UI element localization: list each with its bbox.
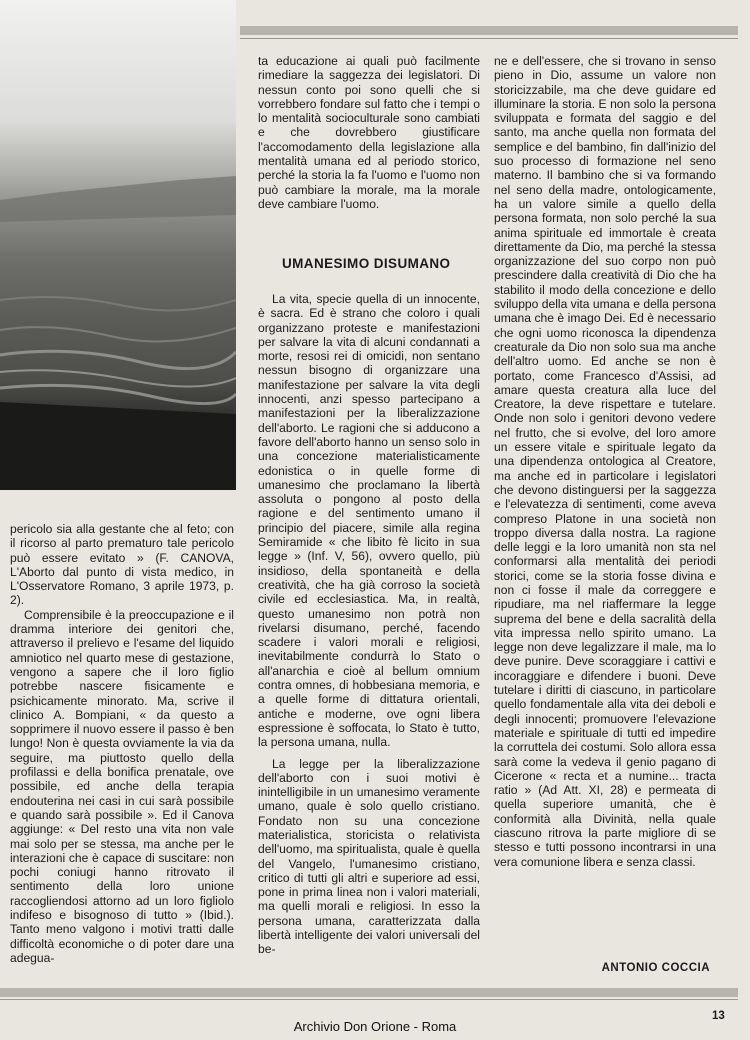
column-2-paragraph: La legge per la liberalizzazione dell'aborto con i suoi motivi è inintelligibile in un umanesimo veramente umano, quale è solo quello cristiano. Fondato non su una concezione materialistica, storicista o relativista dell'uomo, ma spiritualista, quale è quella del Vangelo, l'umanesimo cristiano, critico di tutti gli altri e superiore ad essi, pone in prima linea non i valori materiali, ma quelli morali e religiosi. In esso la persona umana, caratterizzata dalla libertà intelligente dei valori universali del be- xyxy=(258,756,480,957)
seascape-photo xyxy=(0,0,236,490)
column-3 xyxy=(494,54,716,869)
section-heading: UMANESIMO DISUMANO xyxy=(282,256,451,271)
column-1 xyxy=(10,522,234,965)
archive-footer: Archivio Don Orione - Roma xyxy=(293,1019,457,1034)
author-signature: ANTONIO COCCIA xyxy=(601,962,710,974)
seascape-photo-icon xyxy=(0,0,236,490)
bottom-rule xyxy=(0,988,738,997)
column-1-paragraph: Comprensibile è la preoccupazione e il dramma interiore dei genitori che, attraverso il prelievo e l'esame del liquido amniotico nel quarto mese di gestazione, vengono a sapere che il loro figlio potrebbe nascere fisicamente e psichicamente minorato. Ma, scrive il clinico A. Bompiani, « da questo a sopprimere il nuovo essere il passo è ben lungo! Non è questa ovviamente la via da seguire, ma piuttosto quello della profilassi e della bonifica prenatale, ove possibile, ed anche della terapia endouterina nei casi in cui sarà possibile e quando sarà possibile ». Ed il Canova aggiunge: « Del resto una vita non vale mai solo per se stessa, ma anche per le interazioni che è capace di suscitare: non pochi coniugi hanno ritrovato il sentimento della loro unione raccogliendosi attorno ad un loro figliolo indifeso e bisognoso di tutto » (Ibid.). Tanto meno valgono i motivi tratti dalle difficoltà economiche o di poter dare una adegua- xyxy=(10,607,234,965)
column-2-paragraph: La vita, specie quella di un innocente, è sacra. Ed è strano che coloro i quali organizzano proteste e manifestazioni per salvare la vita di alcuni condannati a morte, resosi rei di omicidi, non sentano nessun bisogno di organizzare una manifestazione per salvare la vita degli innocenti, anzi spesso partecipano a manifestazioni per la liberalizzazione dell'aborto. Le ragioni che si adducono a favore dell'aborto hanno un senso solo in una concezione materialisticamente edonistica o in quelle forme di umanesimo che proclamano la libertà assoluta o pongono al posto della ragione e del sentimento umano il principio del piacere, simile alla regina Semiramide « che libito fè licito in sua legge » (Inf. V, 56), ovvero quello, più insidioso, della spontaneità e della creatività, che ha già corroso la società civile ed ecclesiastica. Ma, in realtà, questo umanesimo non potrà non rivelarsi disumano, perché, facendo scadere i valori morali e religiosi, inevitabilmente condurrà lo Stato o all'anarchia e cioè al bellum omnium contra omnes, di hobbesiana memoria, e a quelle forme di dittatura orientali, antiche e moderne, ove ogni libera espressione è soffocata, lo Stato è tutto, la persona umana, nulla. xyxy=(258,292,480,750)
page-number: 13 xyxy=(712,1010,725,1022)
column-2-intro xyxy=(258,54,480,211)
bottom-rule-thin xyxy=(0,999,738,1000)
top-rule-thin xyxy=(240,38,738,39)
column-1-paragraph: pericolo sia alla gestante che al feto; con il ricorso al parto prematuro tale pericolo può essere evitato » (F. CANOVA, L'Aborto dal punto di vista medico, in L'Osservatore Romano, 3 aprile 1973, p. 2). xyxy=(10,522,234,608)
column-3-paragraph: ne e dell'essere, che si trovano in senso pieno in Dio, assume un valore non storicizzabile, ma che deve guidare ed illuminare la storia. E non solo la persona sviluppata e formata del saggio e del santo, ma anche quella non formata del semplice e del bambino, fin dall'inizio del suo processo di formazione nel seno materno. Il bambino che si va formando nel seno della madre, ontologicamente, ha un valore simile a quello della persona formata, non solo perché la sua anima spirituale ed immortale è creata direttamente da Dio, ma perché la stessa organizzazione del suo corpo non può prescindere dalla creatività di Dio che ha stabilito il modo della concezione e dello sviluppo della vita umana e della persona umana che è imago Dei. Ed è necessario che ogni uomo riconosca la dipendenza creaturale da Dio non solo sua ma anche dell'altro uomo. Ed anche se non è portato, come Francesco d'Assisi, ad amare questa creatura alla luce del Creatore, la deve rispettare e tutelare. Onde non solo i genitori devono vedere nel frutto, che si evolve, del loro amore un essere vitale e spirituale legato da una dipendenza ontologica al Creatore, ma anche ed in particolare i legislatori che devono distinguersi per la saggezza e l'elevatezza di sentimenti, come aveva compreso Platone in una società non troppo diversa dalla nostra. La ragione delle leggi e la loro umanità non sta nel conformarsi alla mentalità dei periodi storici, come se la storia fosse divina e non ci fosse il male da correggere e ripudiare, ma nel riaffermare la legge suprema del bene e della sacralità della vita impressa nello spirito umano. La legge non deve legalizzare il male, ma lo deve punire. Deve scoraggiare i cattivi e incoraggiare e difendere i buoni. Deve tutelare i diritti di ciascuno, in particolare quello fondamentale alla vita dei deboli e degli innocenti; promuovere l'elevazione materiale e spirituale di tutti ed impedire la corruttela dei costumi. Solo allora essa sarà come la vedeva il genio pagano di Cicerone « recta et a numine... tracta ratio » (Ad Att. XI, 28) e permeata di quella superiore umanità, che è conformità alla Divinità, nella quale ciascuno ritrova la parte migliore di se stesso e tutti possono incontrarsi in una vera comunione libera e senza classi. xyxy=(494,54,716,869)
column-2-body xyxy=(258,292,480,957)
column-2-intro-text: ta educazione ai quali può facilmente rimediare la saggezza dei legislatori. Di nessun conto poi sono quelli che si vorrebbero fondare sul fatto che i tempi o lo mentalità socioculturale sono cambiati e che dovrebbero giustificare l'accomodamento della legislazione alla mentalità umana ed al periodo storico, perché la storia la fa l'uomo e l'uomo non può cambiare la morale, ma la morale deve cambiare l'uomo. xyxy=(258,54,480,211)
top-rule xyxy=(240,26,738,35)
